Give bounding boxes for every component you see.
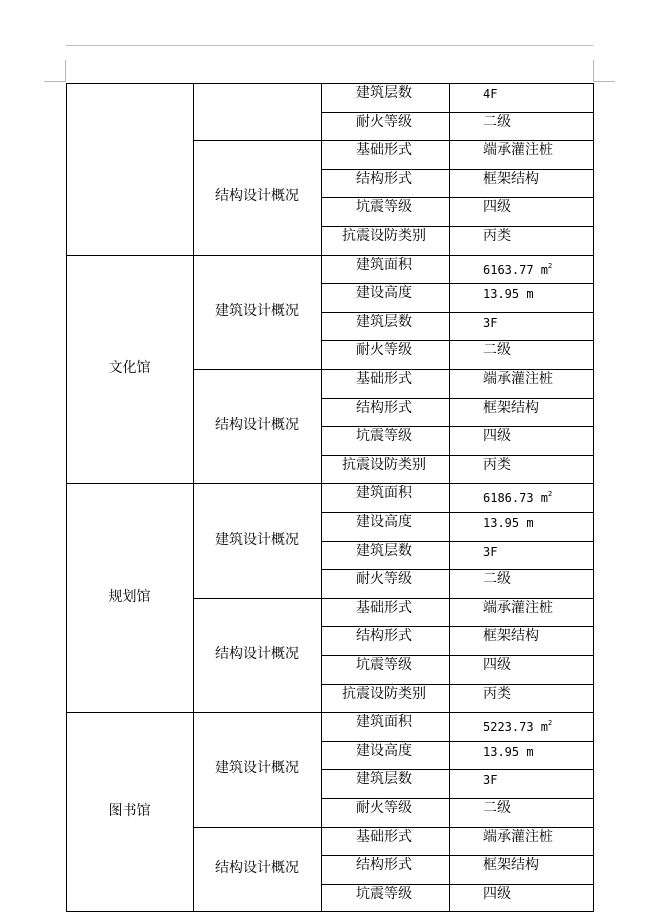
unit-superscript: 2 <box>548 719 553 727</box>
group-title: 建筑设计概况 <box>215 760 299 776</box>
item-value: 6163.77 $m^2$ <box>483 262 553 277</box>
item-label: 基础形式 <box>356 371 412 387</box>
row-divider <box>321 340 594 341</box>
table-border-top <box>66 83 594 84</box>
item-value: 端承灌注桩 <box>483 600 553 616</box>
row-divider <box>321 226 594 227</box>
item-label: 建设高度 <box>356 285 412 301</box>
row-divider <box>321 140 594 141</box>
group-title: 结构设计概况 <box>215 860 299 876</box>
group-title: 建筑设计概况 <box>215 532 299 548</box>
item-label: 建筑层数 <box>356 85 412 101</box>
item-label: 耐火等级 <box>356 800 412 816</box>
row-divider <box>321 483 594 484</box>
item-value: 丙类 <box>483 457 511 473</box>
row-divider <box>321 312 594 313</box>
row-divider <box>321 512 594 513</box>
item-value: 四级 <box>483 657 511 673</box>
item-value: 丙类 <box>483 686 511 702</box>
section-divider <box>66 255 194 256</box>
row-divider <box>321 283 594 284</box>
item-label: 建筑层数 <box>356 771 412 787</box>
item-label: 建筑面积 <box>356 485 412 501</box>
item-value: 6186.73 $m^2$ <box>483 490 553 505</box>
row-divider <box>321 455 594 456</box>
item-label: 坑震等级 <box>356 428 412 444</box>
row-divider <box>321 541 594 542</box>
group-title: 结构设计概况 <box>215 188 299 204</box>
item-value: 二级 <box>483 114 511 130</box>
table-border-vertical <box>449 83 450 911</box>
item-label: 耐火等级 <box>356 114 412 130</box>
table-border-vertical <box>193 83 194 911</box>
item-value: 5223.73 $m^2$ <box>483 719 553 734</box>
table-border-vertical <box>66 83 67 911</box>
row-divider <box>321 598 594 599</box>
item-value: 框架结构 <box>483 857 539 873</box>
item-label: 抗震设防类别 <box>342 228 426 244</box>
row-divider <box>321 855 594 856</box>
item-value: 13.95 m <box>483 516 534 530</box>
row-divider <box>321 369 594 370</box>
item-label: 建设高度 <box>356 743 412 759</box>
section-divider <box>66 483 194 484</box>
item-label: 建筑层数 <box>356 314 412 330</box>
item-value: 框架结构 <box>483 171 539 187</box>
item-value: 四级 <box>483 886 511 902</box>
item-value: 3F <box>483 545 498 559</box>
item-value: 端承灌注桩 <box>483 371 553 387</box>
group-divider <box>193 369 322 370</box>
item-label: 结构形式 <box>356 171 412 187</box>
group-divider <box>193 598 322 599</box>
item-label: 基础形式 <box>356 829 412 845</box>
item-value: 3F <box>483 316 498 330</box>
item-label: 建筑面积 <box>356 714 412 730</box>
item-label: 坑震等级 <box>356 886 412 902</box>
row-divider <box>321 798 594 799</box>
row-divider <box>321 655 594 656</box>
item-value: 四级 <box>483 428 511 444</box>
item-label: 建筑层数 <box>356 543 412 559</box>
group-title: 结构设计概况 <box>215 646 299 662</box>
item-value: 二级 <box>483 800 511 816</box>
item-label: 抗震设防类别 <box>342 457 426 473</box>
row-divider <box>321 112 594 113</box>
item-label: 坑震等级 <box>356 657 412 673</box>
row-divider <box>321 169 594 170</box>
item-value: 框架结构 <box>483 400 539 416</box>
item-label: 坑震等级 <box>356 199 412 215</box>
row-divider <box>321 827 594 828</box>
unit-superscript: 2 <box>548 490 553 498</box>
item-value: 3F <box>483 773 498 787</box>
row-divider <box>321 884 594 885</box>
item-value: 端承灌注桩 <box>483 829 553 845</box>
row-divider <box>321 626 594 627</box>
group-title: 结构设计概况 <box>215 417 299 433</box>
unit-superscript: 2 <box>548 262 553 270</box>
item-value: 13.95 m <box>483 745 534 759</box>
item-value: 端承灌注桩 <box>483 142 553 158</box>
group-divider <box>193 255 322 256</box>
item-value: 13.95 m <box>483 287 534 301</box>
group-divider <box>193 140 322 141</box>
row-divider <box>321 569 594 570</box>
row-divider <box>321 197 594 198</box>
row-divider <box>321 741 594 742</box>
item-label: 耐火等级 <box>356 571 412 587</box>
item-value: 丙类 <box>483 228 511 244</box>
row-divider <box>321 398 594 399</box>
building-name: 规划馆 <box>108 589 151 605</box>
item-value: 二级 <box>483 342 511 358</box>
item-label: 结构形式 <box>356 400 412 416</box>
item-label: 基础形式 <box>356 142 412 158</box>
item-label: 建设高度 <box>356 514 412 530</box>
row-divider <box>321 769 594 770</box>
item-value: 4F <box>483 87 498 101</box>
item-label: 结构形式 <box>356 857 412 873</box>
item-label: 耐火等级 <box>356 342 412 358</box>
row-divider <box>321 255 594 256</box>
item-value: 框架结构 <box>483 628 539 644</box>
building-name: 文化馆 <box>108 360 151 376</box>
item-value: 四级 <box>483 199 511 215</box>
group-title: 建筑设计概况 <box>215 303 299 319</box>
table-border-vertical <box>593 83 594 911</box>
section-divider <box>66 712 194 713</box>
item-value: 二级 <box>483 571 511 587</box>
row-divider <box>321 426 594 427</box>
item-label: 结构形式 <box>356 628 412 644</box>
row-divider <box>321 684 594 685</box>
building-name: 图书馆 <box>108 803 151 819</box>
group-divider <box>193 483 322 484</box>
table-border-vertical <box>321 83 322 911</box>
group-divider <box>193 827 322 828</box>
item-label: 建筑面积 <box>356 257 412 273</box>
row-divider <box>321 712 594 713</box>
item-label: 基础形式 <box>356 600 412 616</box>
table-border-bottom <box>66 911 594 912</box>
item-label: 抗震设防类别 <box>342 686 426 702</box>
group-divider <box>193 712 322 713</box>
